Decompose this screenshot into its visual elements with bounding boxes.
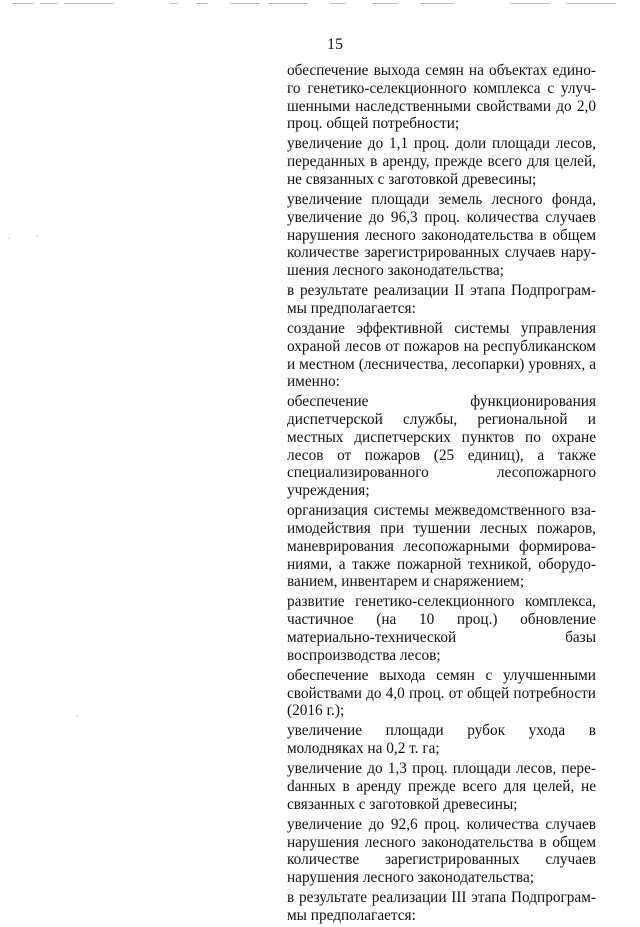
paragraph: развитие генетико-селекционного комплекса, частичное (на 10 проц.) обновление материально-технической базы воспроизводства лесов; <box>287 593 596 664</box>
scan-edge-artifacts <box>0 0 640 10</box>
scan-speck <box>36 236 38 237</box>
paragraph: организация системы межведомственного взаимодействия при тушении лесных пожаров, маневрирования лесопожарными формированиями, а также пожарной техникой, оборудованием, инвентарем и снаряжением; <box>287 502 596 591</box>
page-number: 15 <box>327 36 343 53</box>
paragraph: обеспечение функционирования диспетчерской службы, региональной и местных диспетчерских пунктов по охране лесов от пожаров (25 единиц), а также специализированного лесопожарного учреждения; <box>287 393 596 500</box>
paragraph: обеспечение выхода семян на объектах единого генетико-селекционного комплекса с улучшенными наследственными свойствами до 2,0 проц. общей потребности; <box>287 62 596 133</box>
paragraph: увеличение площади рубок ухода в молодняках на 0,2 т. га; <box>287 722 596 758</box>
paragraph: увеличение до 1,1 проц. доли площади лесов, переданных в аренду, прежде всего для целей, не связанных с заготовкой древесины; <box>287 135 596 188</box>
paragraph: увеличение площади земель лесного фонда, увеличение до 96,3 проц. количества случаев нарушения лесного законодательства в общем количестве зарегистрированных случаев нарушения лесного законодательства; <box>287 190 596 280</box>
scan-speck <box>8 238 10 239</box>
paragraph: в результате реализации III этапа Подпрограммы предполагается: <box>287 889 596 924</box>
paragraph: увеличение до 1,3 проц. площади лесов, переdанных в аренду прежде всего для целей, не связанных с заготовкой древесины; <box>287 760 596 813</box>
scan-speck <box>76 716 78 717</box>
paragraph: создание эффективной системы управления охраной лесов от пожаров на республиканском и местном (лесничества, лесопарки) уровнях, а именно: <box>287 319 596 391</box>
paragraph: обеспечение выхода семян с улучшенными свойствами до 4,0 проц. от общей потребности (2016 г.); <box>287 666 596 720</box>
paragraph: в результате реализации II этапа Подпрограммы предполагается: <box>287 282 596 317</box>
paragraph: увеличение до 92,6 проц. количества случаев нарушения лесного законодательства в общем количестве зарегистрированных случаев нарушения лесного законодательства; <box>287 815 596 887</box>
body-text <box>287 62 596 927</box>
